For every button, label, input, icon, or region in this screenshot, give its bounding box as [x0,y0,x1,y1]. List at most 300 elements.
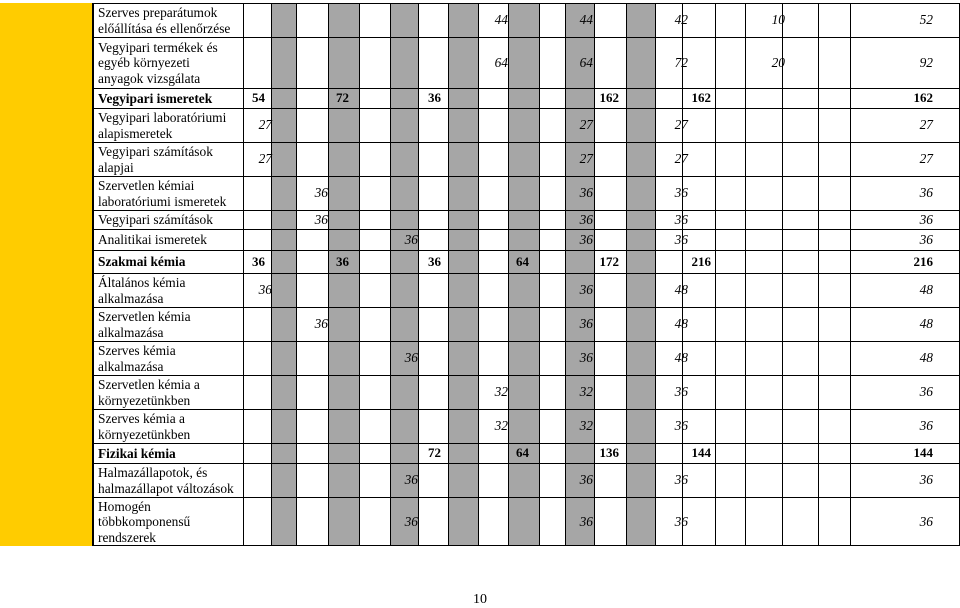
row-label-line: előállítása és ellenőrzése [98,20,231,36]
shaded-cell [390,176,418,210]
grid-cell [243,37,271,88]
grid-cell [418,229,448,250]
row-label-line: Vegyipari termékek és [98,39,218,55]
row-label-line: laboratóriumi ismeretek [98,193,227,209]
grid-cell [478,497,508,546]
grid-cell [478,463,508,497]
shaded-cell [448,108,478,142]
row-label-line: Vegyipari ismeretek [98,90,213,106]
shaded-cell [328,229,359,250]
value-cell: 27 [258,117,272,133]
grid-cell [594,341,626,375]
shaded-cell [508,307,539,341]
grid-cell [296,273,328,307]
row-label-line: Homogén [98,498,151,514]
grid-cell [745,273,782,307]
grid-cell [296,341,328,375]
value-cell: 36 [919,185,933,201]
grid-cell [359,210,390,229]
grid-cell [818,108,850,142]
row-label [93,37,243,88]
grid-cell [359,409,390,443]
value-cell: 36 [336,253,349,269]
grid-cell [418,341,448,375]
grid-cell [243,307,271,341]
grid-cell [715,250,745,273]
grid-cell [359,108,390,142]
grid-cell [715,375,745,409]
value-cell: 36 [674,472,688,488]
grid-cell [478,307,508,341]
row-label-line: alapismeretek [98,125,173,141]
shaded-cell [448,142,478,176]
grid-cell [296,443,328,463]
value-cell: 36 [579,316,593,332]
shaded-cell [508,273,539,307]
value-cell: 36 [252,253,265,269]
grid-cell [782,375,818,409]
grid-cell [745,307,782,341]
grid-cell [594,463,626,497]
grid-cell [594,375,626,409]
value-cell: 32 [494,418,508,434]
shaded-cell [508,341,539,375]
grid-cell [418,3,448,37]
grid-cell [782,443,818,463]
grid-cell [418,142,448,176]
shaded-cell [328,497,359,546]
grid-cell [818,409,850,443]
grid-cell [715,88,745,108]
grid-cell [745,443,782,463]
grid-cell [782,463,818,497]
grid-cell [243,229,271,250]
shaded-cell [508,108,539,142]
grid-cell [296,108,328,142]
value-cell: 64 [494,54,508,70]
grid-cell [818,307,850,341]
value-cell: 36 [404,472,418,488]
row-label [93,108,243,142]
value-cell: 32 [579,418,593,434]
grid-cell [359,3,390,37]
row-label-line: Vegyipari számítások [98,212,213,228]
shaded-cell [328,273,359,307]
row-label [93,443,243,463]
grid-cell [818,176,850,210]
row-label [93,142,243,176]
grid-cell [243,210,271,229]
grid-cell [745,229,782,250]
grid-cell [539,443,565,463]
grid-cell [782,37,818,88]
value-cell: 162 [599,90,619,106]
row-label-line: Szervetlen kémia a [98,377,200,392]
value-cell: 44 [579,12,593,28]
grid-cell [782,250,818,273]
grid-cell [594,108,626,142]
value-cell: 36 [258,282,272,298]
value-cell: 44 [494,12,508,28]
shaded-cell [448,443,478,463]
row-label-line: egyéb környezeti [98,55,190,71]
value-cell: 48 [919,316,933,332]
shaded-cell [271,375,296,409]
shaded-cell [390,37,418,88]
grid-cell [745,142,782,176]
value-cell: 52 [919,12,933,28]
row-label-line: Szakmai kémia [98,254,186,270]
grid-cell [359,176,390,210]
grid-cell [243,3,271,37]
row-label [93,250,243,273]
grid-cell [243,375,271,409]
grid-cell [818,463,850,497]
grid-cell [418,497,448,546]
value-cell: 36 [404,350,418,366]
sidebar-highlight [0,3,93,546]
shaded-cell [271,341,296,375]
row-label [93,497,243,546]
row-label-line: Szervetlen kémiai [98,178,195,193]
shaded-cell [271,37,296,88]
shaded-cell [390,409,418,443]
row-label [93,88,243,108]
grid-cell [715,463,745,497]
shaded-cell [626,443,655,463]
row-label-line: halmazállapot változások [98,480,234,496]
value-cell: 64 [579,54,593,70]
grid-cell [296,3,328,37]
shaded-cell [508,37,539,88]
shaded-cell [508,176,539,210]
shaded-cell [390,375,418,409]
grid-cell [539,250,565,273]
value-cell: 36 [919,513,933,529]
grid-cell [782,497,818,546]
grid-cell [782,341,818,375]
grid-cell [715,142,745,176]
shaded-cell [448,229,478,250]
grid-cell [818,229,850,250]
grid-cell [243,176,271,210]
grid-cell [782,307,818,341]
grid-cell [296,37,328,88]
grid-cell [745,108,782,142]
grid-cell [715,210,745,229]
value-cell: 32 [579,384,593,400]
shaded-cell [271,229,296,250]
shaded-cell [508,497,539,546]
row-label-line: Vegyipari számítások [98,144,213,159]
row-label-line: rendszerek [98,529,156,545]
value-cell: 36 [579,185,593,201]
grid-cell [478,142,508,176]
grid-cell [818,142,850,176]
grid-cell [296,409,328,443]
shaded-cell [271,463,296,497]
shaded-cell [328,409,359,443]
row-label-line: Általános kémia [98,275,186,290]
value-cell: 36 [404,231,418,247]
shaded-cell [271,142,296,176]
grid-cell [418,273,448,307]
grid-cell [745,463,782,497]
value-cell: 10 [771,12,785,28]
value-cell: 36 [579,472,593,488]
row-label-line: Halmazállapotok, és [98,465,208,480]
shaded-cell [448,273,478,307]
value-cell: 36 [919,384,933,400]
value-cell: 27 [919,151,933,167]
shaded-cell [448,210,478,229]
grid-cell [715,108,745,142]
value-cell: 72 [674,54,688,70]
grid-cell [594,37,626,88]
shaded-cell [448,463,478,497]
value-cell: 36 [579,513,593,529]
shaded-cell [271,409,296,443]
value-cell: 54 [252,90,265,106]
grid-cell [745,341,782,375]
grid-cell [418,307,448,341]
grid-cell [715,497,745,546]
value-cell: 36 [314,185,328,201]
row-label-line: Szerves kémia a [98,411,185,426]
grid-cell [478,176,508,210]
grid-cell [715,37,745,88]
shaded-cell [328,307,359,341]
grid-cell [745,176,782,210]
shaded-cell [271,497,296,546]
value-cell: 36 [919,418,933,434]
grid-cell [359,250,390,273]
shaded-cell [328,37,359,88]
row-label [93,176,243,210]
shaded-cell [328,375,359,409]
row-label [93,463,243,497]
row-label [93,341,243,375]
shaded-cell [448,88,478,108]
shaded-cell [328,142,359,176]
grid-cell [782,210,818,229]
grid-cell [478,341,508,375]
grid-cell [745,497,782,546]
value-cell: 92 [919,54,933,70]
grid-cell [745,88,782,108]
grid-cell [478,273,508,307]
value-cell: 27 [579,117,593,133]
grid-cell [818,210,850,229]
grid-cell [478,229,508,250]
grid-cell [243,463,271,497]
shaded-cell [328,341,359,375]
shaded-cell [626,250,655,273]
value-cell: 48 [674,316,688,332]
value-cell: 48 [674,350,688,366]
shaded-cell [271,88,296,108]
row-label-line: Szervetlen kémia [98,309,191,324]
row-label-line: alkalmazása [98,324,164,340]
grid-cell [594,229,626,250]
grid-cell [594,142,626,176]
shaded-cell [448,341,478,375]
value-cell: 36 [674,231,688,247]
shaded-cell [390,273,418,307]
value-cell: 42 [674,12,688,28]
shaded-cell [508,88,539,108]
grid-cell [594,273,626,307]
shaded-cell [328,176,359,210]
shaded-cell [390,3,418,37]
grid-cell [715,273,745,307]
shaded-cell [508,375,539,409]
shaded-cell [328,108,359,142]
grid-cell [478,88,508,108]
value-cell: 27 [579,151,593,167]
grid-cell [818,375,850,409]
value-cell: 72 [336,90,349,106]
grid-cell [539,88,565,108]
value-cell: 64 [516,445,529,461]
grid-cell [782,3,818,37]
shaded-cell [328,210,359,229]
value-cell: 172 [599,253,619,269]
shaded-cell [271,273,296,307]
grid-cell [243,443,271,463]
row-label-line: alkalmazása [98,290,164,306]
shaded-cell [271,108,296,142]
value-cell: 27 [674,117,688,133]
grid-cell [715,409,745,443]
row-label [93,3,243,37]
value-cell: 162 [691,90,711,106]
value-cell: 36 [404,513,418,529]
grid-cell [359,375,390,409]
shaded-cell [448,307,478,341]
value-cell: 36 [579,231,593,247]
grid-cell [359,142,390,176]
value-cell: 36 [674,211,688,227]
grid-cell [782,88,818,108]
value-cell: 216 [691,253,711,269]
value-cell: 36 [579,211,593,227]
grid-cell [418,108,448,142]
grid-cell [715,307,745,341]
value-cell: 36 [674,513,688,529]
grid-cell [478,210,508,229]
value-cell: 216 [913,253,933,269]
value-cell: 36 [579,282,593,298]
value-cell: 27 [258,151,272,167]
grid-cell [594,307,626,341]
shaded-cell [626,88,655,108]
shaded-cell [508,409,539,443]
row-label-line: Vegyipari laboratóriumi [98,110,227,125]
shaded-cell [508,210,539,229]
value-cell: 136 [599,445,619,461]
row-label-line: Szerves preparátumok [98,5,218,20]
grid-cell [818,443,850,463]
grid-cell [715,176,745,210]
grid-cell [243,341,271,375]
shaded-cell [448,176,478,210]
shaded-cell [328,443,359,463]
value-cell: 36 [919,472,933,488]
grid-cell [418,375,448,409]
shaded-cell [508,229,539,250]
grid-cell [818,273,850,307]
grid-cell [243,409,271,443]
value-cell: 20 [771,54,785,70]
page-number: 10 [473,592,487,607]
grid-cell [715,229,745,250]
row-label [93,229,243,250]
value-cell: 36 [314,211,328,227]
shaded-cell [271,3,296,37]
grid-cell [243,497,271,546]
value-cell: 27 [919,117,933,133]
grid-cell [715,3,745,37]
row-label-line: környezetünkben [98,392,191,408]
row-label [93,307,243,341]
grid-cell [745,409,782,443]
grid-cell [782,108,818,142]
shaded-cell [508,142,539,176]
grid-cell [296,229,328,250]
shaded-cell [508,3,539,37]
grid-cell [296,463,328,497]
grid-cell [782,176,818,210]
grid-cell [594,409,626,443]
row-label-line: Analitikai ismeretek [98,232,207,248]
value-cell: 36 [579,350,593,366]
value-cell: 72 [428,445,441,461]
shaded-cell [328,3,359,37]
value-cell: 162 [913,90,933,106]
value-cell: 36 [428,90,441,106]
shaded-cell [390,108,418,142]
value-cell: 144 [691,445,711,461]
row-label [93,210,243,229]
grid-cell [594,176,626,210]
row-label-line: többkomponensű [98,514,191,530]
shaded-cell [390,210,418,229]
grid-cell [359,307,390,341]
shaded-cell [271,443,296,463]
grid-cell [782,142,818,176]
grid-cell [594,210,626,229]
grid-cell [296,497,328,546]
row-label [93,375,243,409]
shaded-cell [508,463,539,497]
grid-cell [782,229,818,250]
grid-cell [594,3,626,37]
shaded-cell [448,250,478,273]
grid-cell [359,273,390,307]
shaded-cell [328,463,359,497]
value-cell: 64 [516,253,529,269]
grid-cell [782,273,818,307]
shaded-cell [448,497,478,546]
value-cell: 48 [674,282,688,298]
value-cell: 36 [314,316,328,332]
grid-cell [418,176,448,210]
value-cell: 36 [428,253,441,269]
grid-cell [818,88,850,108]
grid-cell [418,463,448,497]
grid-cell [745,210,782,229]
